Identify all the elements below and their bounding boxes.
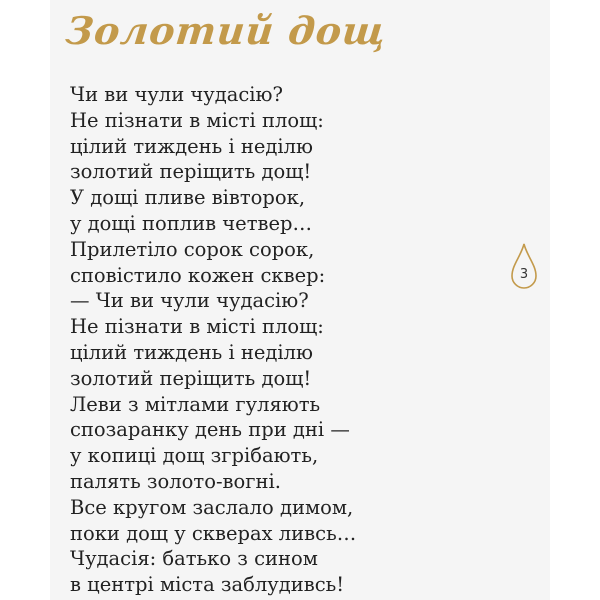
poem-line: палять золото-вогні. — [70, 469, 281, 493]
poem-line: у копиці дощ згрібають, — [70, 444, 319, 468]
poem-line: Чудасія: батько з сином — [70, 547, 318, 571]
page-number-badge — [508, 240, 540, 296]
poem-line: — Чи ви чули чудасію? — [70, 289, 309, 313]
poem-line: Все кругом заслало димом, — [70, 495, 354, 519]
poem-line: Чи ви чули чудасію? — [70, 83, 283, 106]
poem-line: Леви з мітлами гуляють — [70, 392, 321, 416]
poem-line: в центрі міста заблудивсь! — [70, 573, 345, 597]
poem-line: Не пізнати в місті площ: — [70, 315, 324, 339]
poem-line: Прилетіло сорок сорок, — [70, 237, 315, 261]
poem-line: золотий періщить дощ! — [70, 366, 312, 390]
poem-line: спозаранку день при дні — — [70, 418, 350, 442]
poem-line: золотий періщить дощ! — [70, 160, 312, 184]
poem-line: У дощі пливе вівторок, — [70, 186, 306, 210]
poem-line: Не пізнати в місті площ: — [70, 108, 324, 132]
page-number: 3 — [519, 267, 529, 282]
poem-body — [70, 82, 490, 598]
poem-line: у дощі поплив четвер… — [70, 211, 312, 235]
poem-title: Золотий дощ — [63, 8, 389, 53]
poem-line: поки дощ у скверах ливсь… — [70, 521, 357, 545]
poem-line: цілий тиждень і неділю — [70, 134, 314, 158]
poem-line: сповістило кожен сквер: — [70, 263, 326, 287]
poem-line: цілий тиждень і неділю — [70, 340, 314, 364]
